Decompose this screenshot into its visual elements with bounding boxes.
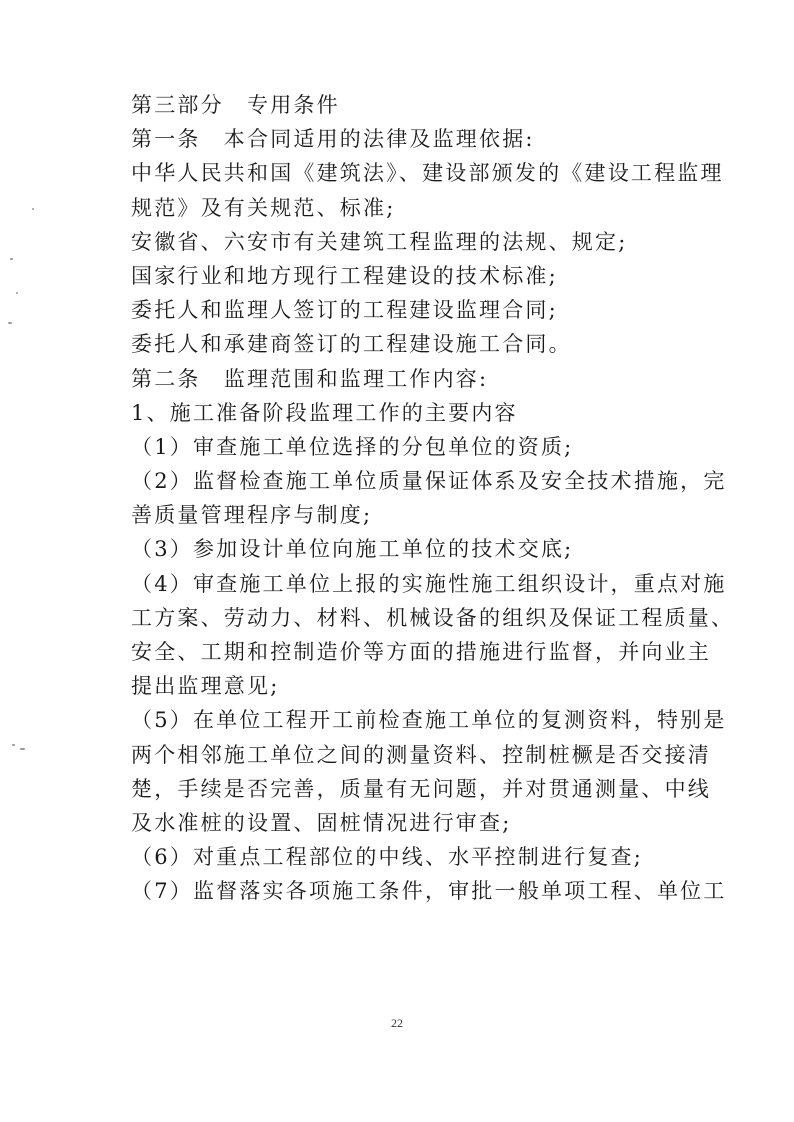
scan-speck	[32, 208, 34, 210]
section-heading: 第三部分 专用条件	[131, 93, 340, 117]
list-item-continuation: 楚，手续是否完善，质量有无问题，并对贯通测量、中线	[131, 776, 711, 801]
scan-speck	[8, 322, 12, 324]
list-item-continuation: 提出监理意见;	[131, 674, 280, 699]
text-line: 规范》及有关规范、标准;	[131, 195, 396, 220]
scan-speck	[10, 258, 13, 260]
list-item-continuation: 工方案、劳动力、材料、机械设备的组织及保证工程质量、	[131, 605, 735, 630]
list-item: （4）审查施工单位上报的实施性施工组织设计，重点对施	[131, 571, 727, 596]
list-item-continuation: 善质量管理程序与制度;	[131, 503, 373, 528]
list-item: （7）监督落实各项施工条件，审批一般单项工程、单位工	[131, 879, 727, 904]
text-line: 中华人民共和国《建筑法》、建设部颁发的《建设工程监理	[131, 161, 724, 186]
list-item: （5）在单位工程开工前检查施工单位的复测资料，特别是	[131, 708, 727, 733]
text-line: 国家行业和地方现行工程建设的技术标准;	[131, 263, 558, 288]
list-item: （3）参加设计单位向施工单位的技术交底;	[131, 537, 574, 562]
list-item-continuation: 安全、工期和控制造价等方面的措施进行监督，并向业主	[131, 640, 711, 664]
scan-speck	[12, 744, 15, 746]
list-item-continuation: 及水准桩的设置、固桩情况进行审查;	[131, 810, 512, 835]
article-1-heading: 第一条 本合同适用的法律及监理依据:	[131, 127, 535, 152]
list-item-continuation: 两个相邻施工单位之间的测量资料、控制桩橛是否交接清	[131, 742, 711, 767]
document-body	[131, 88, 735, 909]
scan-speck	[20, 748, 25, 750]
article-2-heading: 第二条 监理范围和监理工作内容:	[131, 366, 489, 391]
scan-speck	[16, 292, 18, 294]
list-item: （1）审查施工单位选择的分包单位的资质;	[131, 434, 574, 459]
text-line: 委托人和监理人签订的工程建设监理合同;	[131, 298, 558, 323]
text-line: 委托人和承建商签订的工程建设施工合同。	[131, 332, 572, 357]
list-item: （6）对重点工程部位的中线、水平控制进行复查;	[131, 845, 644, 870]
list-item: （2）监督检查施工单位质量保证体系及安全技术措施，完	[131, 469, 727, 494]
text-line: 安徽省、六安市有关建筑工程监理的法规、规定;	[131, 229, 628, 254]
page-number: 22	[391, 1016, 403, 1030]
subsection-heading: 1、施工准备阶段监理工作的主要内容	[131, 400, 518, 425]
